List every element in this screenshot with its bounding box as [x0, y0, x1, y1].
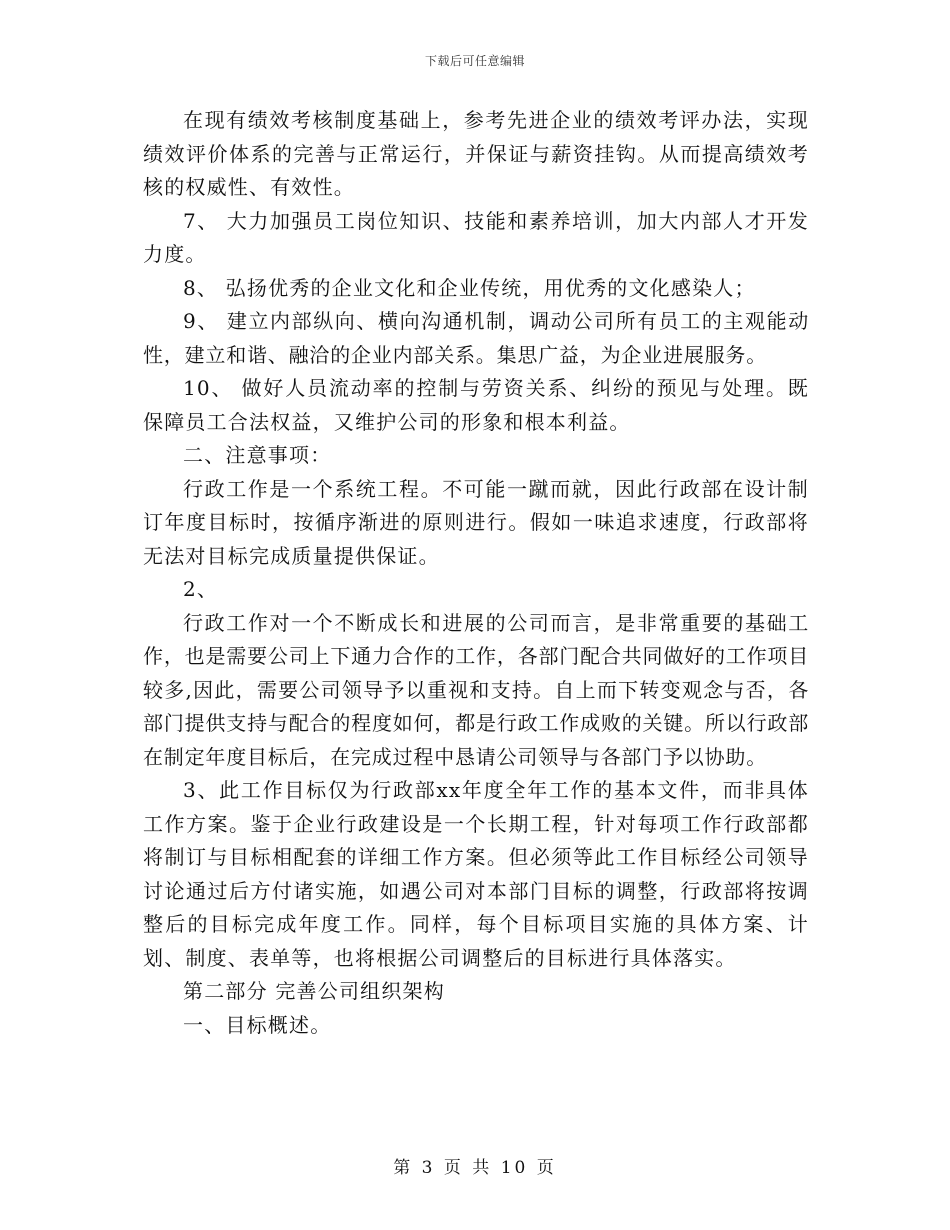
paragraph-item-8: 8、 弘扬优秀的企业文化和企业传统，用优秀的文化感染人；: [183, 275, 756, 300]
paragraph-note-3: 3、此工作目标仅为行政部xx年度全年工作的基本文件，而非具体工作方案。鉴于企业行政建设是一个长期工程，针对每项工作行政部都将制订与目标相配套的详细工作方案。但必须等此工作目标经公司领导讨论通过后方付诸实施，如遇公司对本部门目标的调整，行政部将按调整后的目标完成年度工作。同样，每个目标项目实施的具体方案、计划、制度、表单等，也将根据公司调整后的目标进行具体落实。: [143, 778, 809, 970]
paragraph-note-1: 行政工作是一个系统工程。不可能一蹴而就，因此行政部在设计制订年度目标时，按循序渐进的原则进行。假如一味追求速度，行政部将无法对目标完成质量提供保证。: [143, 476, 809, 568]
part-two-heading: 第二部分 完善公司组织架构: [183, 979, 445, 1003]
paragraph-note-2-number: 2、: [183, 577, 219, 601]
page-number-footer: 第 3 页 共 10 页: [393, 1158, 557, 1178]
paragraph-performance-review: 在现有绩效考核制度基础上，参考先进企业的绩效考评办法，实现绩效评价体系的完善与正常运行，并保证与薪资挂钩。从而提高绩效考核的权威性、有效性。: [143, 108, 809, 199]
section-heading-notes: 二、注意事项：: [183, 443, 332, 467]
document-body: [143, 104, 809, 1042]
paragraph-note-2: 行政工作对一个不断成长和进展的公司而言，是非常重要的基础工作，也是需要公司上下通力合作的工作，各部门配合共同做好的工作项目较多,因此，需要公司领导予以重视和支持。自上而下转变观念与否，各部门提供支持与配合的程度如何，都是行政工作成败的关键。所以行政部在制定年度目标后，在完成过程中恳请公司领导与各部门予以协助。: [143, 610, 809, 769]
page-header-note: 下载后可任意编辑: [424, 54, 525, 68]
paragraph-item-9: 9、 建立内部纵向、横向沟通机制，调动公司所有员工的主观能动性，建立和谐、融洽的企业内部关系。集思广益，为企业进展服务。: [143, 309, 809, 367]
paragraph-item-10: 10、 做好人员流动率的控制与劳资关系、纠纷的预见与处理。既保障员工合法权益，又维护公司的形象和根本利益。: [143, 376, 809, 434]
paragraph-item-7: 7、 大力加强员工岗位知识、技能和素养培训，加大内部人才开发力度。: [143, 208, 809, 266]
section-heading-goal-overview: 一、目标概述。: [183, 1012, 332, 1037]
